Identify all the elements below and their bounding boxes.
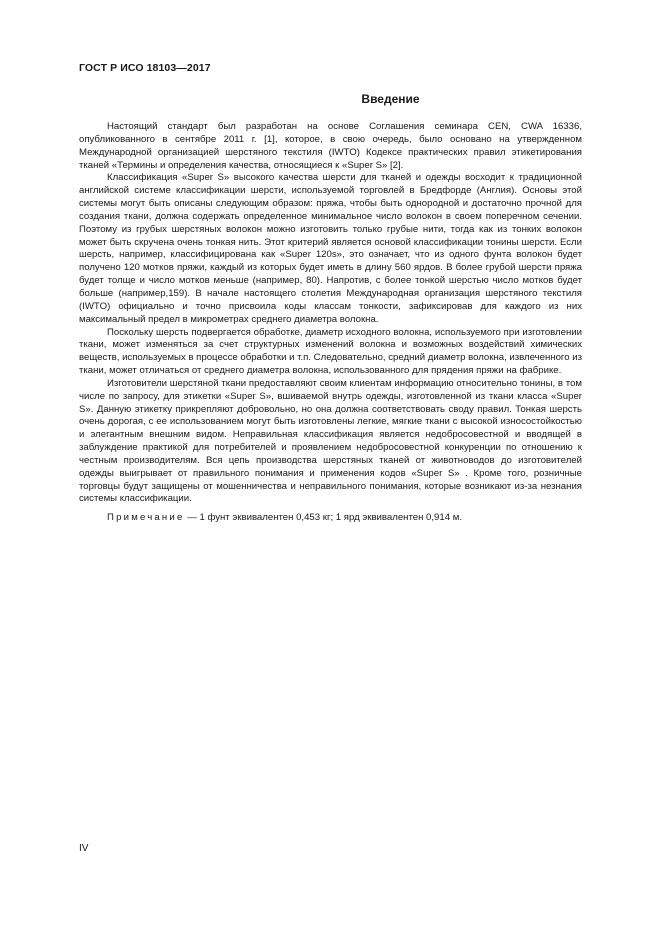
paragraph-1: Настоящий стандарт был разработан на основе Соглашения семинара CEN, CWA 16336, опубликованного в сентябре 2011 г. [1], которое, в свою очередь, было основано на утвержденном Международной организацией шерстяного текстиля (IWTO) Кодексе практических правил этикетирования тканей «Термины и определения качества, относящиеся к «Super S» [2]. (79, 121, 582, 171)
note-label: Примечание (107, 512, 185, 524)
note-text: — 1 фунт эквивалентен 0,453 кг; 1 ярд эквивалентен 0,914 м. (184, 512, 462, 524)
paragraph-2: Классификация «Super S» высокого качества шерсти для тканей и одежды восходит к традиционной английской системе классификации шерсти, используемой торговлей в Бредфорде (Англия). Основы этой системы могут быть описаны следующим образом: пряжа, чтобы быть однородной и достаточно прочной для создания ткани, должна содержать определенное минимальное число волокон в своем поперечном сечении. Поэтому из грубых шерстяных волокон можно изготовить только грубые нити, тогда как из тонких волокон может быть скручена очень тонкая нить. Этот критерий является основой классификации тонины шерсти. Если шерсть, например, классифицирована как «Super 120s», это означает, что из одного фунта волокон будет получено 120 мотков пряжи, каждый из которых будет иметь в длину 560 ярдов. В более грубой шерсти пряжа будет толще и число мотков меньше (например, 80). Напротив, с более тонкой шерстью число мотков будет больше (например,159). В начале настоящего столетия Международная организация шерстяного текстиля (IWTO) официально и точно присвоила коды классам тонкости, зафиксировав для каждого из них максимальный предел в микрометрах среднего диаметра волокна. (79, 172, 582, 325)
document-header: ГОСТ Р ИСО 18103—2017 (79, 62, 211, 74)
section-title: Введение (361, 92, 420, 106)
page-number: IV (79, 843, 89, 854)
paragraph-3: Поскольку шерсть подвергается обработке, диаметр исходного волокна, используемого при изготовлении ткани, может изменяться за счет структурных изменений волокна и возможных воздействий химических веществ, используемых в процессе обработки и т.п. Следовательно, средний диаметр волокна, извлеченного из ткани, может отличаться от среднего диаметра волокна, использованного для прядения пряжи на фабрике. (79, 326, 582, 377)
paragraph-4: Изготовители шерстяной ткани предоставляют своим клиентам информацию относительно тонины, в том числе по запросу, для этикетки «Super S», вшиваемой внутрь одежды, изготовленной из ткани класса «Super S». Данную этикетку прикрепляют добровольно, но она должна соответствовать своду правил. Тонкая шерсть очень дорогая, с ее использованием могут быть изготовлены легкие, мягкие ткани с высокой износостойкостью и элегантным внешним видом. Неправильная классификация является недобросовестной и вводящей в заблуждение практикой для потребителей и проявлением недобросовестной конкуренции по отношению к честным производителям. Вся цепь производства шерстяных тканей от животноводов до изготовителей одежды выигрывает от правильного понимания и применения кодов «Super S» . Кроме того, розничные торговцы будут защищены от мошенничества и неправильного понимания, которые возникают из-за незнания системы классификации. (79, 377, 582, 505)
section-body (79, 121, 582, 525)
note (79, 512, 582, 525)
